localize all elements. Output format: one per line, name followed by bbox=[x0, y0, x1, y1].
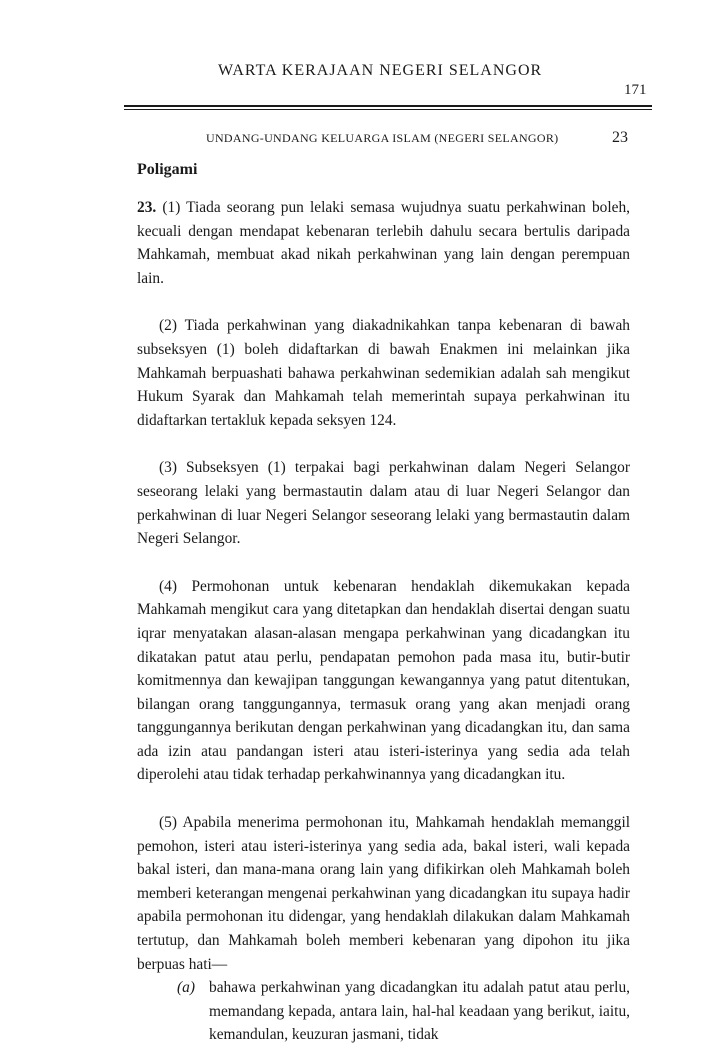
list-item-a-label: (a) bbox=[177, 979, 195, 997]
subsection-4-text: (4) Permohonan untuk kebenaran hendaklah dikemukakan kepada Mahkamah mengikut cara yang ditetapkan dan hendaklah disertai dengan suatu iqrar menyatakan alasan-alasan mengapa perkahwinan yang dicadangkan itu dikatakan patut atau perlu, pendapatan pemohon pada masa itu, butir-butir komitmennya dan kewajipan tanggungan kewangannya yang patut ditentukan, bilangan orang tanggungannya, termasuk orang yang akan menjadi orang tanggungannya berikutan dengan perkahwinan yang dicadangkan itu, dan sama ada izin atau pandangan isteri atau isteri-isterinya yang sedia ada telah diperolehi atau tidak terhadap perkahwinannya yang dicadangkan itu. bbox=[137, 577, 630, 784]
subsection-2-text: (2) Tiada perkahwinan yang diakadnikahkan tanpa kebenaran di bawah subseksyen (1) boleh didaftarkan di bawah Enakmen ini melainkan jika Mahkamah berpuashati bahawa perkahwinan sedemikian adalah sah mengikut Hukum Syarak dan Mahkamah telah memerintah supaya perkahwinan itu didaftarkan tertakluk kepada seksyen 124. bbox=[137, 317, 630, 429]
running-head: UNDANG-UNDANG KELUARGA ISLAM (NEGERI SELANGOR) bbox=[206, 131, 559, 145]
subsection-2 bbox=[137, 314, 630, 432]
list-item-a bbox=[137, 976, 630, 1047]
subsection-3-text: (3) Subseksyen (1) terpakai bagi perkahwinan dalam Negeri Selangor seseorang lelaki yang bermastautin dalam atau di luar Negeri Selangor dan perkahwinan di luar Negeri Selangor seseorang lelaki yang bermastautin dalam Negeri Selangor. bbox=[137, 459, 630, 548]
section-body bbox=[137, 196, 630, 1047]
subsection-1-text: (1) Tiada seorang pun lelaki semasa wujudnya suatu perkahwinan boleh, kecuali dengan mendapat kebenaran terlebih dahulu secara bertulis daripada Mahkamah, membuat akad nikah perkahwinan yang lain dengan perempuan lain. bbox=[137, 199, 630, 287]
subsection-1 bbox=[137, 196, 630, 290]
header-rule-thick bbox=[124, 105, 652, 107]
section-heading: Poligami bbox=[137, 161, 198, 178]
header-rule-thin bbox=[124, 109, 652, 110]
list-item-a-text: bahawa perkahwinan yang dicadangkan itu adalah patut atau perlu, memandang kepada, antara lain, hal-hal keadaan yang berikut, iaitu, kemandulan, keuzuran jasmani, tidak bbox=[209, 979, 630, 1044]
subsection-3 bbox=[137, 456, 630, 550]
section-number: 23. bbox=[137, 199, 157, 216]
gazette-title: WARTA KERAJAAN NEGERI SELANGOR bbox=[218, 62, 543, 79]
page-number: 171 bbox=[624, 82, 647, 98]
subsection-5-text: (5) Apabila menerima permohonan itu, Mahkamah hendaklah memanggil pemohon, isteri atau isteri-isterinya yang sedia ada, bakal isteri, wali kepada bakal isteri, dan mana-mana orang lain yang difikirkan oleh Mahkamah boleh memberi keterangan mengenai perkahwinan yang dicadangkan itu supaya hadir apabila permohonan itu didengar, yang hendaklah dilakukan dalam Mahkamah tertutup, dan Mahkamah boleh memberi kebenaran yang dipohon itu jika berpuas hati— bbox=[137, 814, 630, 973]
running-head-number: 23 bbox=[612, 129, 628, 146]
subsection-4 bbox=[137, 575, 630, 787]
subsection-5 bbox=[137, 811, 630, 976]
